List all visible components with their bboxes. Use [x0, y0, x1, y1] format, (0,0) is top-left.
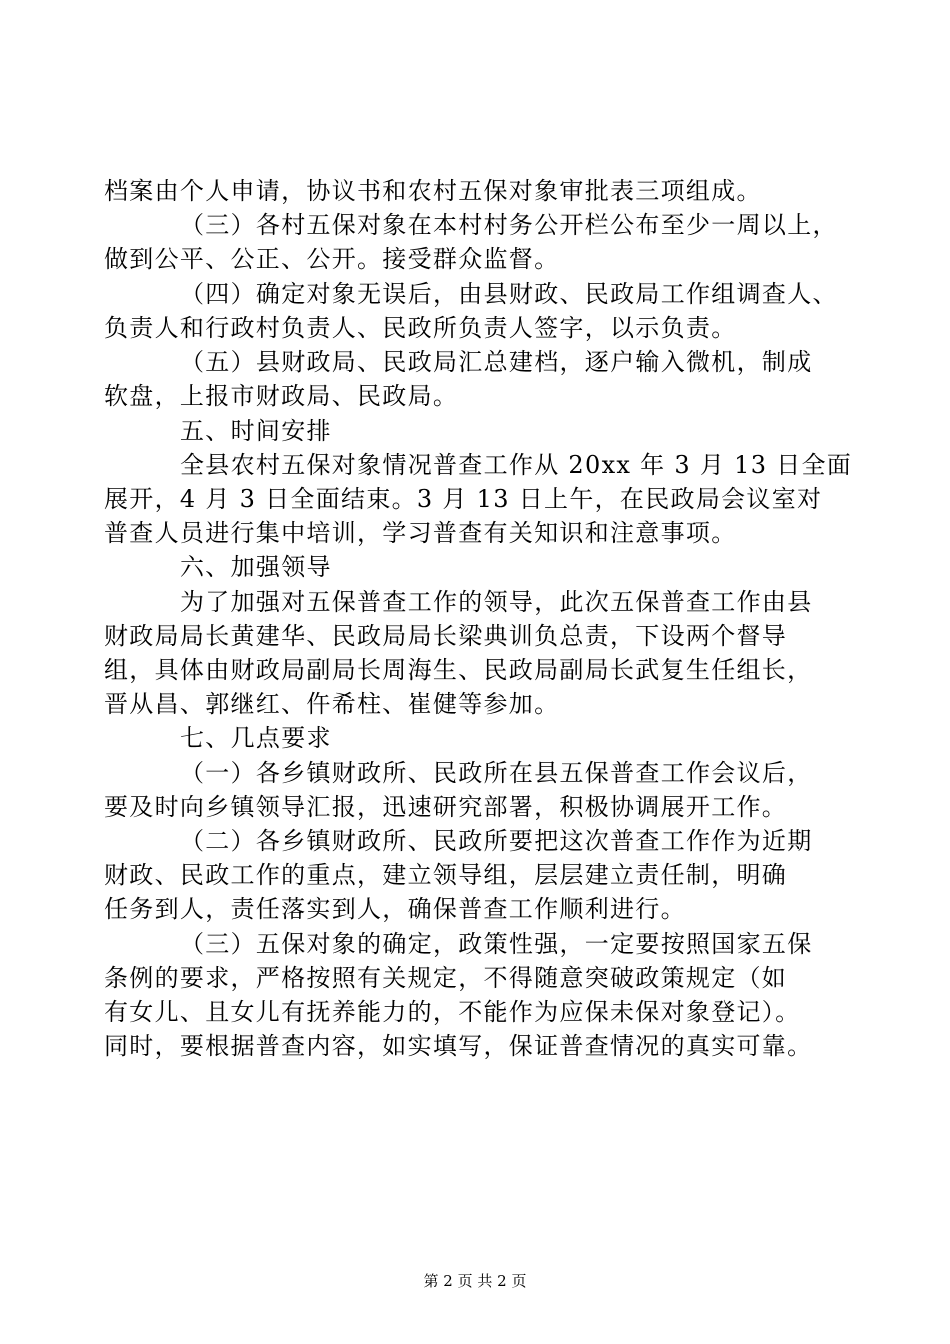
page-number-footer: 第 2 页 共 2 页 — [423, 1272, 527, 1290]
text-line: 展开，4 月 3 日全面结束。3 月 13 日上午，在民政局会议室对 — [104, 485, 823, 513]
text-line: 档案由个人申请，协议书和农村五保对象审批表三项组成。 — [104, 177, 762, 205]
text-line: 做到公平、公正、公开。接受群众监督。 — [104, 245, 560, 273]
text-line: 财政局局长黄建华、民政局局长梁典训负总责，下设两个督导 — [104, 622, 788, 650]
text-line: 有女儿、且女儿有抚养能力的，不能作为应保未保对象登记）。 — [104, 998, 801, 1026]
section-heading: 七、几点要求 — [180, 724, 332, 752]
text-line: （四）确定对象无误后，由县财政、民政局工作组调查人、 — [180, 280, 838, 308]
text-line: 普查人员进行集中培训，学习普查有关知识和注意事项。 — [104, 519, 737, 547]
text-line: 财政、民政工作的重点，建立领导组，层层建立责任制，明确 — [104, 861, 788, 889]
section-heading: 五、时间安排 — [180, 417, 332, 445]
text-line: （五）县财政局、民政局汇总建档，逐户输入微机，制成 — [180, 348, 813, 376]
text-line: 晋从昌、郭继红、仵希柱、崔健等参加。 — [104, 690, 560, 718]
text-line: 软盘，上报市财政局、民政局。 — [104, 382, 459, 410]
text-line: （三）五保对象的确定，政策性强，一定要按照国家五保 — [180, 930, 813, 958]
text-line: （一）各乡镇财政所、民政所在县五保普查工作会议后， — [180, 759, 813, 787]
text-line: 条例的要求，严格按照有关规定，不得随意突破政策规定（如 — [104, 964, 788, 992]
text-line: （二）各乡镇财政所、民政所要把这次普查工作作为近期 — [180, 827, 813, 855]
section-heading: 六、加强领导 — [180, 553, 332, 581]
text-line: 全县农村五保对象情况普查工作从 20xx 年 3 月 13 日全面 — [180, 451, 853, 479]
text-line: （三）各村五保对象在本村村务公开栏公布至少一周以上， — [180, 211, 838, 239]
text-line: 要及时向乡镇领导汇报，迅速研究部署，积极协调展开工作。 — [104, 793, 788, 821]
text-line: 负责人和行政村负责人、民政所负责人签字，以示负责。 — [104, 314, 737, 342]
text-line: 为了加强对五保普查工作的领导，此次五保普查工作由县 — [180, 588, 813, 616]
text-line: 同时，要根据普查内容，如实填写，保证普查情况的真实可靠。 — [104, 1032, 813, 1060]
text-line: 任务到人，责任落实到人，确保普查工作顺利进行。 — [104, 895, 686, 923]
text-line: 组，具体由财政局副局长周海生、民政局副局长武复生任组长， — [104, 656, 813, 684]
